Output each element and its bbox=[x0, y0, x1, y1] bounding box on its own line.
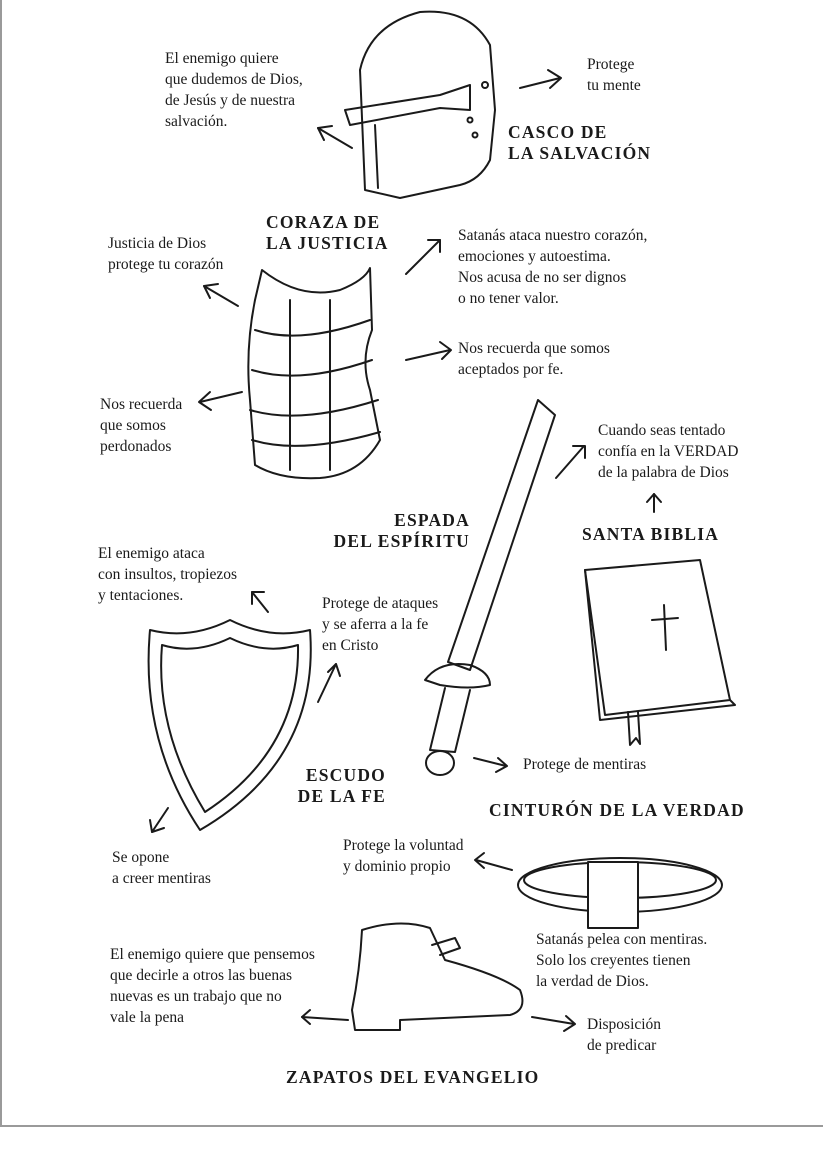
note-line: vale la pena bbox=[110, 1009, 185, 1026]
note-line: Justicia de Dios bbox=[108, 235, 207, 252]
sword-illustration bbox=[425, 400, 555, 775]
title-line: CASCO DE bbox=[508, 122, 608, 142]
sword-top-note bbox=[598, 420, 738, 483]
helmet-right-note bbox=[587, 54, 641, 96]
note-line: Nos recuerda que somos bbox=[458, 340, 610, 357]
note-line: de predicar bbox=[587, 1037, 657, 1054]
note-line: Protege bbox=[587, 56, 635, 73]
belt-left-note bbox=[343, 835, 464, 877]
belt-title: CINTURÓN DE LA VERDAD bbox=[489, 800, 745, 820]
title-line: CORAZA DE bbox=[266, 212, 381, 232]
title-line: ESPADA bbox=[394, 510, 470, 530]
note-line: Nos acusa de no ser dignos bbox=[458, 269, 627, 286]
helmet-left-note bbox=[165, 48, 303, 132]
breastplate-right-top-note bbox=[458, 225, 647, 309]
note-line: y se aferra a la fe bbox=[322, 616, 429, 633]
note-line: Nos recuerda bbox=[100, 396, 183, 413]
belt-bottom-note bbox=[536, 929, 707, 992]
note-line: que somos bbox=[100, 417, 166, 434]
title-line: LA SALVACIÓN bbox=[508, 143, 652, 163]
shoes-left-note bbox=[110, 944, 315, 1028]
bible-title: SANTA BIBLIA bbox=[582, 524, 720, 544]
note-line: Satanás ataca nuestro corazón, bbox=[458, 227, 648, 244]
note-line: protege tu corazón bbox=[108, 256, 224, 273]
note-line: nuevas es un trabajo que no bbox=[110, 988, 282, 1005]
note-line: Protege la voluntad bbox=[343, 837, 464, 854]
note-line: de Jesús y de nuestra bbox=[165, 92, 295, 109]
note-line: y dominio propio bbox=[343, 858, 451, 875]
note-line: tu mente bbox=[587, 77, 641, 94]
note-line: que decirle a otros las buenas bbox=[110, 967, 293, 984]
shield-top-note bbox=[98, 543, 237, 606]
note-line: Cuando seas tentado bbox=[598, 422, 726, 439]
note-line: y tentaciones. bbox=[98, 587, 184, 604]
note-line: El enemigo quiere bbox=[165, 50, 279, 67]
note-line: confía en la VERDAD bbox=[598, 443, 739, 460]
note-line: con insultos, tropiezos bbox=[98, 566, 238, 583]
note-line: a creer mentiras bbox=[112, 870, 211, 887]
note-line: Disposición bbox=[587, 1016, 662, 1033]
note-line: Satanás pelea con mentiras. bbox=[536, 931, 708, 948]
note-line: salvación. bbox=[165, 113, 228, 130]
title-line: DEL ESPÍRITU bbox=[333, 531, 470, 551]
helmet-illustration bbox=[345, 12, 495, 198]
shield-bottom-note bbox=[112, 847, 211, 889]
sword-title bbox=[320, 510, 470, 552]
note-line: o no tener valor. bbox=[458, 290, 559, 307]
note-line: que dudemos de Dios, bbox=[165, 71, 303, 88]
boot-illustration bbox=[352, 923, 522, 1030]
breastplate-illustration bbox=[248, 268, 380, 478]
breastplate-right-mid-note bbox=[458, 338, 610, 380]
title-line: LA JUSTICIA bbox=[266, 233, 389, 253]
note-line: de la palabra de Dios bbox=[598, 464, 729, 481]
note-line: emociones y autoestima. bbox=[458, 248, 611, 265]
belt-sword-note: Protege de mentiras bbox=[523, 756, 647, 773]
note-line: perdonados bbox=[100, 438, 172, 455]
title-line: DE LA FE bbox=[297, 786, 386, 806]
bible-illustration bbox=[585, 560, 735, 745]
belt-illustration bbox=[518, 858, 722, 928]
note-line: la verdad de Dios. bbox=[536, 973, 649, 990]
shield-right-note bbox=[322, 593, 438, 656]
helmet-title bbox=[508, 122, 651, 164]
breastplate-left-bottom-note bbox=[100, 394, 182, 457]
note-line: El enemigo quiere que pensemos bbox=[110, 946, 315, 963]
note-line: El enemigo ataca bbox=[98, 545, 205, 562]
breastplate-title bbox=[266, 212, 389, 254]
title-line: ESCUDO bbox=[305, 765, 386, 785]
note-line: Solo los creyentes tienen bbox=[536, 952, 691, 969]
shoes-right-note bbox=[587, 1014, 661, 1056]
note-line: Se opone bbox=[112, 849, 170, 866]
shoes-title: ZAPATOS DEL EVANGELIO bbox=[286, 1067, 540, 1087]
note-line: aceptados por fe. bbox=[458, 361, 564, 378]
breastplate-left-top-note bbox=[108, 233, 223, 275]
note-line: en Cristo bbox=[322, 637, 379, 654]
shield-title bbox=[270, 765, 386, 807]
note-line: Protege de ataques bbox=[322, 595, 439, 612]
